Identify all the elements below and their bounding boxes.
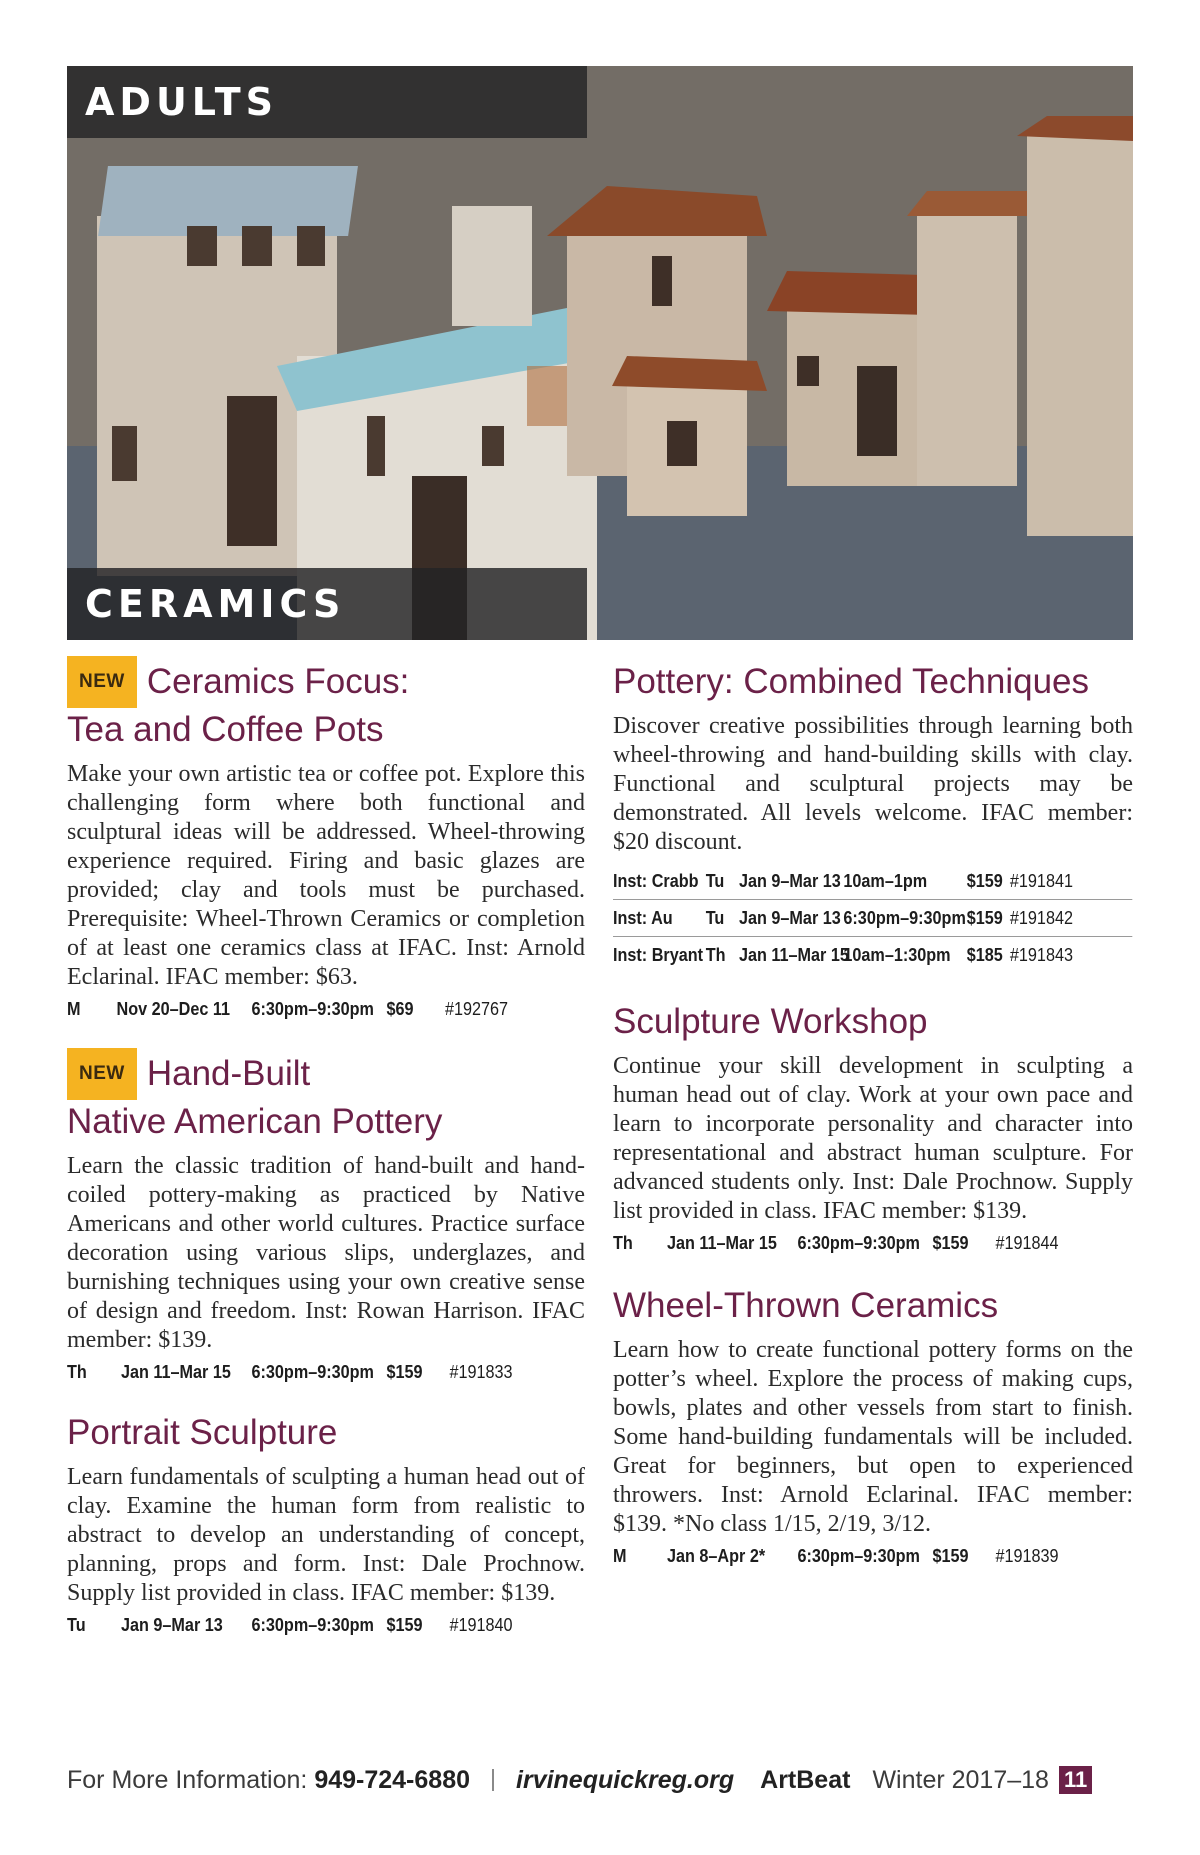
schedule-row [613,863,1132,900]
schedule-code: #191840 [449,1614,513,1635]
schedule-day: M [67,998,81,1019]
schedule-day: Tu [705,907,725,928]
page-number: 11 [1059,1766,1092,1794]
schedule-dates: Jan 11–Mar 15 [121,1361,231,1382]
schedule-time: 6:30pm–9:30pm [251,1614,374,1635]
schedule-code: #191842 [1009,907,1073,928]
schedule-time: 6:30pm–9:30pm [251,1361,374,1382]
schedule-row [67,1608,584,1642]
course-pottery-combined [613,660,1133,974]
footer-brand: ArtBeat [760,1765,851,1794]
right-column [613,656,1133,1573]
course-title: Wheel-Thrown Ceramics [613,1286,999,1325]
course-description: Make your own artistic tea or coffee pot. Explore this challenging form where both functional and sculptural ideas will be addressed. Wheel-throwing experience required. Firing and basic glazes are provided; clay and tools must be purchased. Prerequisite: Wheel-Thrown Ceramics or completion of at least one ceramics class at IFAC. Inst: Arnold Eclarinal. IFAC member: $63. [67,761,585,990]
schedule-time: 10am–1:30pm [843,945,951,965]
new-badge: NEW [67,656,137,708]
schedule-code: #191841 [1009,870,1073,891]
schedule-time: 6:30pm–9:30pm [797,1232,920,1253]
schedule-price: $159 [386,1361,423,1382]
schedule-code: #191833 [449,1361,513,1382]
schedule-dates: Nov 20–Dec 11 [116,998,230,1019]
schedule-code: #192767 [445,998,509,1019]
schedule-dates: Jan 11–Mar 15 [667,1232,777,1253]
schedule-price: $159 [386,1614,423,1635]
schedule-price: $185 [966,945,1003,965]
schedule-row [613,1226,1132,1260]
schedule-price: $159 [966,907,1003,928]
footer-season: Winter 2017–18 [872,1765,1049,1794]
schedule-code: #191843 [1009,945,1073,965]
schedule-price: $69 [386,998,414,1019]
new-badge: NEW [67,1048,137,1100]
ceramic-houses-illustration [67,66,1133,640]
footer-phone: 949-724-6880 [314,1765,471,1794]
course-ceramics-focus [67,656,585,1026]
schedule-instructor: Inst: Crabb [613,870,699,891]
schedule-day: Tu [67,1614,86,1635]
hero-label-band-bottom [67,568,587,640]
schedule-dates: Jan 9–Mar 13 [739,907,841,928]
schedule-dates: Jan 8–Apr 2* [667,1545,766,1566]
schedule-time: 10am–1pm [843,870,928,891]
schedule-dates: Jan 9–Mar 13 [739,870,841,891]
course-description: Learn fundamentals of sculpting a human head out of clay. Examine the human form from realistic to abstract to develop an understanding of concept, planning, props and form. Inst: Dale Prochnow. Supply list provided in class. IFAC member: $139. [67,1464,585,1606]
course-portrait-sculpture [67,1411,585,1642]
course-title [67,656,585,752]
course-title-line1: Ceramics Focus: [146,662,410,701]
category-label-adults: ADULTS [85,80,279,124]
page-footer [67,1760,1133,1800]
schedule-day: Th [613,1232,633,1253]
course-title [67,1048,585,1144]
schedule-price: $159 [932,1232,969,1253]
course-title-line2: Native American Pottery [67,1102,443,1141]
course-description: Learn the classic tradition of hand-built and hand-coiled pottery-making as practiced by Native Americans and other world cultures. Practice surface decoration using various slips, underglazes, and burnishing techniques using your own creative sense of design and freedom. Inst: Rowan Harrison. IFAC member: $139. [67,1153,585,1353]
course-title-line2: Tea and Coffee Pots [67,710,384,749]
schedule-day: Th [67,1361,87,1382]
schedule-dates: Jan 11–Mar 15 [739,945,849,965]
schedule-time: 6:30pm–9:30pm [251,998,374,1019]
schedule-instructor: Inst: Bryant [613,945,704,965]
schedule-price: $159 [932,1545,969,1566]
course-hand-built-pottery [67,1048,585,1389]
hero-photo [67,66,1133,640]
schedule-day: Th [705,945,726,965]
schedule-time: 6:30pm–9:30pm [797,1545,920,1566]
schedule-instructor: Inst: Au [613,907,673,928]
course-sculpture-workshop [613,1000,1133,1260]
schedule-row [67,1355,584,1389]
schedule-code: #191839 [995,1545,1059,1566]
hero-label-band-top [67,66,587,138]
footer-divider [492,1769,494,1791]
schedule-day: M [613,1545,627,1566]
course-title: Pottery: Combined Techniques [613,662,1090,701]
schedule-code: #191844 [995,1232,1059,1253]
course-title-line1: Hand-Built [146,1054,311,1093]
schedule-dates: Jan 9–Mar 13 [121,1614,223,1635]
schedule-row [613,900,1132,937]
footer-info-label: For More Information: [67,1765,315,1794]
course-description: Learn how to create functional pottery forms on the potter’s wheel. Explore the process of making cups, bowls, plates and other vessels from start to finish. Some hand-building fundamentals will be included. Great for beginners, but open to experienced throwers. Inst: Arnold Eclarinal. IFAC member: $139. *No class 1/15, 2/19, 3/12. [613,1337,1133,1537]
course-wheel-thrown [613,1284,1133,1573]
left-column [67,656,585,1642]
course-description: Continue your skill development in sculpting a human head out of clay. Work at your own pace and learn to incorporate personality and character into representational and abstract human sculpture. For advanced students only. Inst: Dale Prochnow. Supply list provided in class. IFAC member: $139. [613,1053,1133,1224]
instructor-schedule-table [613,863,1133,974]
schedule-day: Tu [705,870,725,891]
footer-website-link[interactable]: irvinequickreg.org [516,1765,735,1794]
schedule-row [613,937,1132,974]
category-label-ceramics: CERAMICS [85,582,346,626]
schedule-time: 6:30pm–9:30pm [843,907,966,928]
course-description: Discover creative possibilities through learning both wheel-throwing and hand-building skills with clay. Functional and sculptural projects may be demonstrated. All levels welcome. IFAC member: $20 discount. [613,713,1133,855]
course-title: Sculpture Workshop [613,1002,928,1041]
schedule-row [67,992,584,1026]
schedule-price: $159 [966,870,1003,891]
course-title: Portrait Sculpture [67,1413,338,1452]
schedule-row [613,1539,1132,1573]
